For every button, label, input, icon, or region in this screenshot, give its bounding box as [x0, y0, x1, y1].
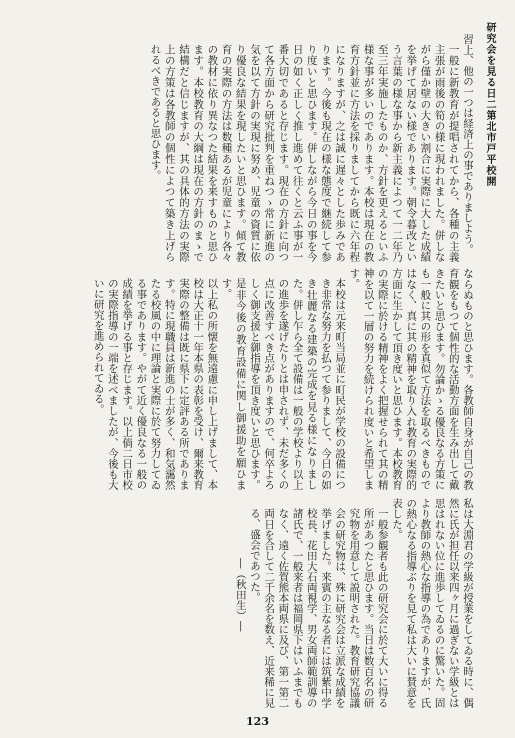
author-signature: ―（秋田生）―	[234, 558, 247, 632]
paragraph: ならぬものと思ひます。各教師自身が自己の教育観をもつて個性的な活動方面を生み出して戴きたいと思ひます。勿論かゝる優良なる方策にも一般に其の形を真似て方法を取るべきものではなく、真に其の精神を取り入れ教育の実際的方面に生かして頂き度いと思ひます。本校教育の実際に於ける精神をよく把握せられて其の精神を以て一層の努力を続けられ度いと希望します。	[348, 268, 474, 490]
paragraph: 以上私の所懐を無遠慮に申し上げまして、本校は大正十一年本県の表彰を受け、爾来教育実際の整備は既に県下に定評ある所であります。特に現職員は新進の士が多く、和気靄然たる校風の中に理論と実際に於て努力してゐる事であります。やがて近く優良なる一般の成績を挙げる事と存じます。以上倘二日市校の実際指導の一端を述べましたが、今後も大いに研究を進められてゐる。	[92, 278, 219, 490]
text-block-3	[35, 498, 475, 708]
paragraph: 本校は元来町当局並に町民が学校の設備につき非常な努力を払つて参りまして、今日の如き壮麗なる建築の完成を見る様になりました。併し乍ら全て設備は一般の学校より以上の進歩を遂げたりとは申されず、未だ多くの点に改善すべき点がありますので、何卒よろしく御支援と御指導を頂き度いと思ひます。是非今後の教育設備に関し御援助を願ひます。	[220, 278, 347, 490]
paragraph: 一般参観者も此の研究会に於て大いに得る所があつたと思ひます。当日は数百名の研究物を用意して説明された。教育研究協議会の研究物は、殊に研究会は立派な成績を挙げました。来賓の主なる者には筑紫中学校長、花田大石両視学、男女両師範訓導の諸氏で、一般来者は福岡県下はいふまでもなく、遠く佐賀熊本両県に及び、第一第二両日を合して二千余名を数え、近来稀に見る、盛会であつた。	[248, 508, 389, 708]
text-block-1	[35, 34, 475, 262]
paragraph: 習上、他の一つは経済上の事でありましよう。	[462, 34, 474, 255]
page-number: 123	[246, 715, 269, 728]
text-block-2	[35, 268, 475, 490]
paragraph: 一般に新教育が提唱されてから、各種の主義主張が雨後の筍の様に現われました。併しながら僅か壁の大きい割合に実際に大した成績を挙げて居ない様であります。朝令暮改という言葉の様な事から新主義によつて一二年乃至三年実施したものか、方針を更えるといふ様な事が多いのであります。本校は現在の教育方針並に方法を採りましてから既に六年程になりますが、之は誠に遅々とした歩みであります。今後も現在の様な態度で継続して参り度いと思ひます。併しながら今日の事を今日の如く正しく推し進めて往くと云ふ事が一番大切であると存じます。現在の方針に向つて各方面から研究批判を重ねつゝ常に新進の気を以て方針の実現に努め、児童の資質に依り優良な結果を現したいと思ひます。傾て教育の実際の方法は数種あるが児童により各々の教材に依り異なつた結果を来すものと思ひます。本校教育の大綱は現在の方針のまゝで結構だと信じますが、其の具体的方法の実際上の方策は各教師の個性によつて築き上げられるべきであると思ひます。	[149, 44, 460, 262]
running-header: 研究会を見る日二第北市戸平校開	[484, 22, 495, 187]
paragraph: 私は大淵君の学級が授業をしてゐる時に、偶然に氏が担任以来四ヶ月に過ぎない学級とは思はれない位に進歩してゐるのに驚いた。固より教師の熱心な指導の為でありますが、氏の熱心なる指導ぶりを見て私は大いに賛意を表した。	[390, 498, 474, 708]
